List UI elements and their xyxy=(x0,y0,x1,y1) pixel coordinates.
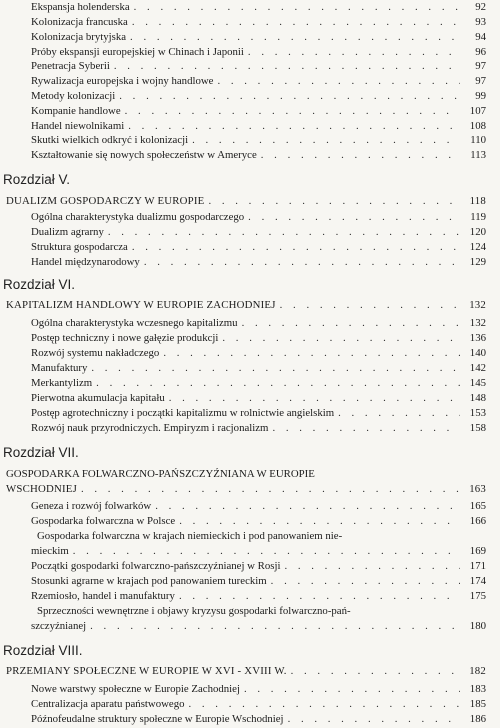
dot-leader xyxy=(271,574,460,588)
dot-leader xyxy=(179,514,460,528)
toc-entry-title: Centralizacja aparatu państwowego xyxy=(31,698,185,710)
dot-leader xyxy=(192,133,460,147)
toc-entry xyxy=(0,133,500,147)
chapter-heading: Rozdział VI. xyxy=(3,277,76,292)
dot-leader xyxy=(248,210,460,224)
toc-entry-title: Próby ekspansji europejskiej w Chinach i Japonii xyxy=(31,46,244,58)
dot-leader xyxy=(288,712,460,726)
toc-entry-title: Merkantylizm xyxy=(31,377,93,389)
toc-entry-title: Ogólna charakterystyka wczesnego kapitalizmu xyxy=(31,317,238,329)
chapter-title-line: GOSPODARKA FOLWARCZNO-PAŃSZCZYŹNIANA W EUROPIE xyxy=(6,468,315,480)
dot-leader xyxy=(128,119,460,133)
toc-entry-page: 132 xyxy=(469,317,486,329)
dot-leader xyxy=(144,255,460,269)
toc-entry-title: Struktura gospodarcza xyxy=(31,241,128,253)
chapter-heading: Rozdział VII. xyxy=(3,445,79,460)
dot-leader xyxy=(91,361,460,375)
toc-entry-page: 169 xyxy=(469,545,486,557)
toc-entry xyxy=(0,514,500,528)
dot-leader xyxy=(73,544,460,558)
toc-entry-page: 142 xyxy=(469,362,486,374)
toc-entry xyxy=(0,240,500,254)
dot-leader xyxy=(114,59,460,73)
toc-entry xyxy=(0,559,500,573)
chapter-title-entry xyxy=(0,298,500,312)
toc-entry xyxy=(0,89,500,103)
chapter-heading: Rozdział VIII. xyxy=(3,643,83,658)
toc-entry-title: Rozwój nauk przyrodniczych. Empiryzm i racjonalizm xyxy=(31,422,269,434)
toc-entry-page: 93 xyxy=(475,16,486,28)
toc-entry-page: 180 xyxy=(469,620,486,632)
toc-entry-title: Penetracja Syberii xyxy=(31,60,110,72)
toc-entry-title: Geneza i rozwój folwarków xyxy=(31,500,152,512)
toc-entry-page: 94 xyxy=(475,31,486,43)
toc-entry-page: 185 xyxy=(469,698,486,710)
dot-leader xyxy=(169,391,460,405)
toc-entry-title: KAPITALIZM HANDLOWY W EUROPIE ZACHODNIEJ xyxy=(6,299,276,311)
dot-leader xyxy=(134,0,460,14)
toc-entry xyxy=(0,406,500,420)
toc-entry-title: Nowe warstwy społeczne w Europie Zachodniej xyxy=(31,683,240,695)
toc-entry-title: Początki gospodarki folwarczno-pańszczyźnianej w Rosji xyxy=(31,560,281,572)
dot-leader xyxy=(261,148,460,162)
toc-entry-page: 108 xyxy=(469,120,486,132)
dot-leader xyxy=(217,74,460,88)
toc-entry-page: 97 xyxy=(475,60,486,72)
dot-leader xyxy=(155,499,460,513)
toc-entry-page: 153 xyxy=(469,407,486,419)
toc-entry xyxy=(0,376,500,390)
toc-entry xyxy=(0,15,500,29)
toc-entry-title: Gospodarka folwarczna w Polsce xyxy=(31,515,176,527)
toc-entry-page: 175 xyxy=(469,590,486,602)
toc-entry-title: Rozwój systemu nakładczego xyxy=(31,347,160,359)
toc-entry-title: Postęp techniczny i nowe gałęzie produkcji xyxy=(31,332,219,344)
dot-leader xyxy=(125,104,460,118)
toc-entry-title-line: Sprzeczności wewnętrzne i objawy kryzysu gospodarki folwarczno-pań- xyxy=(37,605,351,617)
toc-entry-page: 158 xyxy=(469,422,486,434)
chapter-title-entry xyxy=(0,194,500,208)
dot-leader xyxy=(132,240,460,254)
toc-entry xyxy=(0,619,500,633)
dot-leader xyxy=(81,482,460,496)
toc-entry xyxy=(0,104,500,118)
toc-entry xyxy=(0,361,500,375)
toc-entry-page: 174 xyxy=(469,575,486,587)
toc-entry-page: 183 xyxy=(469,683,486,695)
toc-entry xyxy=(0,346,500,360)
dot-leader xyxy=(222,331,460,345)
toc-entry xyxy=(0,225,500,239)
toc-entry-title: Rywalizacja europejska i wojny handlowe xyxy=(31,75,214,87)
toc-entry-title: WSCHODNIEJ xyxy=(6,483,77,495)
toc-entry-page: 96 xyxy=(475,46,486,58)
toc-entry xyxy=(0,391,500,405)
toc-entry-page: 107 xyxy=(469,105,486,117)
toc-entry-page: 99 xyxy=(475,90,486,102)
toc-entry xyxy=(0,210,500,224)
toc-entry xyxy=(0,74,500,88)
toc-entry xyxy=(0,119,500,133)
toc-entry-title-line: Gospodarka folwarczna w krajach niemieckich i pod panowaniem nie- xyxy=(37,530,343,542)
toc-entry-page: 119 xyxy=(470,211,486,223)
toc-entry xyxy=(0,148,500,162)
toc-entry-title: Postęp agrotechniczny i początki kapitalizmu w rolnictwie angielskim xyxy=(31,407,335,419)
dot-leader xyxy=(248,45,460,59)
chapter-title-entry xyxy=(0,664,500,678)
toc-entry-page: 171 xyxy=(469,560,486,572)
toc-entry-title: Skutki wielkich odkryć i kolonizacji xyxy=(31,134,189,146)
toc-entry-page: 97 xyxy=(475,75,486,87)
toc-entry xyxy=(0,712,500,726)
toc-entry-title: Handel niewolnikami xyxy=(31,120,125,132)
toc-entry-title: Dualizm agrarny xyxy=(31,226,104,238)
toc-entry-page: 132 xyxy=(469,299,486,311)
toc-entry xyxy=(0,499,500,513)
toc-entry-title: DUALIZM GOSPODARCZY W EUROPIE xyxy=(6,195,205,207)
toc-entry-page: 92 xyxy=(475,1,486,13)
toc-entry-page: 182 xyxy=(469,665,486,677)
toc-entry-title: szczyźnianej xyxy=(31,620,87,632)
toc-entry xyxy=(0,0,500,14)
toc-entry xyxy=(0,255,500,269)
toc-entry-title: Handel międzynarodowy xyxy=(31,256,140,268)
toc-entry xyxy=(0,682,500,696)
toc-entry xyxy=(0,30,500,44)
toc-entry-title: Stosunki agrarne w krajach pod panowaniem tureckim xyxy=(31,575,267,587)
toc-entry-page: 165 xyxy=(469,500,486,512)
toc-entry-title: Manufaktury xyxy=(31,362,88,374)
toc-entry-title: mieckim xyxy=(31,545,69,557)
dot-leader xyxy=(179,589,460,603)
toc-entry-page: 140 xyxy=(469,347,486,359)
dot-leader xyxy=(132,15,460,29)
toc-entry xyxy=(0,316,500,330)
toc-entry xyxy=(0,697,500,711)
dot-leader xyxy=(272,421,460,435)
dot-leader xyxy=(189,697,461,711)
dot-leader xyxy=(119,89,460,103)
toc-entry xyxy=(0,45,500,59)
toc-entry-title: Rzemiosło, handel i manufaktury xyxy=(31,590,175,602)
toc-entry-title: Kształtowanie się nowych społeczeństw w Ameryce xyxy=(31,149,257,161)
dot-leader xyxy=(284,559,460,573)
toc-entry xyxy=(0,421,500,435)
toc-entry xyxy=(0,331,500,345)
toc-entry-page: 118 xyxy=(469,195,486,207)
chapter-heading: Rozdział V. xyxy=(3,172,71,187)
dot-leader xyxy=(338,406,460,420)
toc-entry-title: Ekspansja holenderska xyxy=(31,1,130,13)
dot-leader xyxy=(90,619,460,633)
dot-leader xyxy=(291,664,460,678)
dot-leader xyxy=(130,30,460,44)
toc-entry-title: Ogólna charakterystyka dualizmu gospodarczego xyxy=(31,211,245,223)
toc-entry-page: 163 xyxy=(469,483,486,495)
toc-entry-page: 186 xyxy=(469,713,486,725)
toc-entry xyxy=(0,544,500,558)
toc-entry-title: Kompanie handlowe xyxy=(31,105,121,117)
toc-entry-title: Późnofeudalne struktury społeczne w Europie Wschodniej xyxy=(31,713,284,725)
toc-entry-page: 136 xyxy=(469,332,486,344)
toc-entry-page: 124 xyxy=(469,241,486,253)
toc-entry-page: 148 xyxy=(469,392,486,404)
dot-leader xyxy=(242,316,460,330)
chapter-title-entry xyxy=(0,482,500,496)
toc-entry-title: Metody kolonizacji xyxy=(31,90,116,102)
dot-leader xyxy=(96,376,460,390)
toc-entry-page: 113 xyxy=(470,149,486,161)
toc-entry-title: Kolonizacja brytyjska xyxy=(31,31,127,43)
dot-leader xyxy=(244,682,460,696)
toc-entry-page: 166 xyxy=(469,515,486,527)
toc-entry-page: 145 xyxy=(469,377,486,389)
dot-leader xyxy=(208,194,460,208)
toc-entry-page: 120 xyxy=(469,226,486,238)
toc-entry-page: 129 xyxy=(469,256,486,268)
toc-entry xyxy=(0,589,500,603)
toc-entry-title: PRZEMIANY SPOŁECZNE W EUROPIE W XVI - XVIII W. xyxy=(6,665,287,677)
toc-entry xyxy=(0,574,500,588)
toc-entry-title: Pierwotna akumulacja kapitału xyxy=(31,392,165,404)
toc-entry-title: Kolonizacja francuska xyxy=(31,16,128,28)
toc-entry xyxy=(0,59,500,73)
toc-entry-page: 110 xyxy=(470,134,486,146)
dot-leader xyxy=(108,225,460,239)
dot-leader xyxy=(280,298,460,312)
dot-leader xyxy=(163,346,460,360)
